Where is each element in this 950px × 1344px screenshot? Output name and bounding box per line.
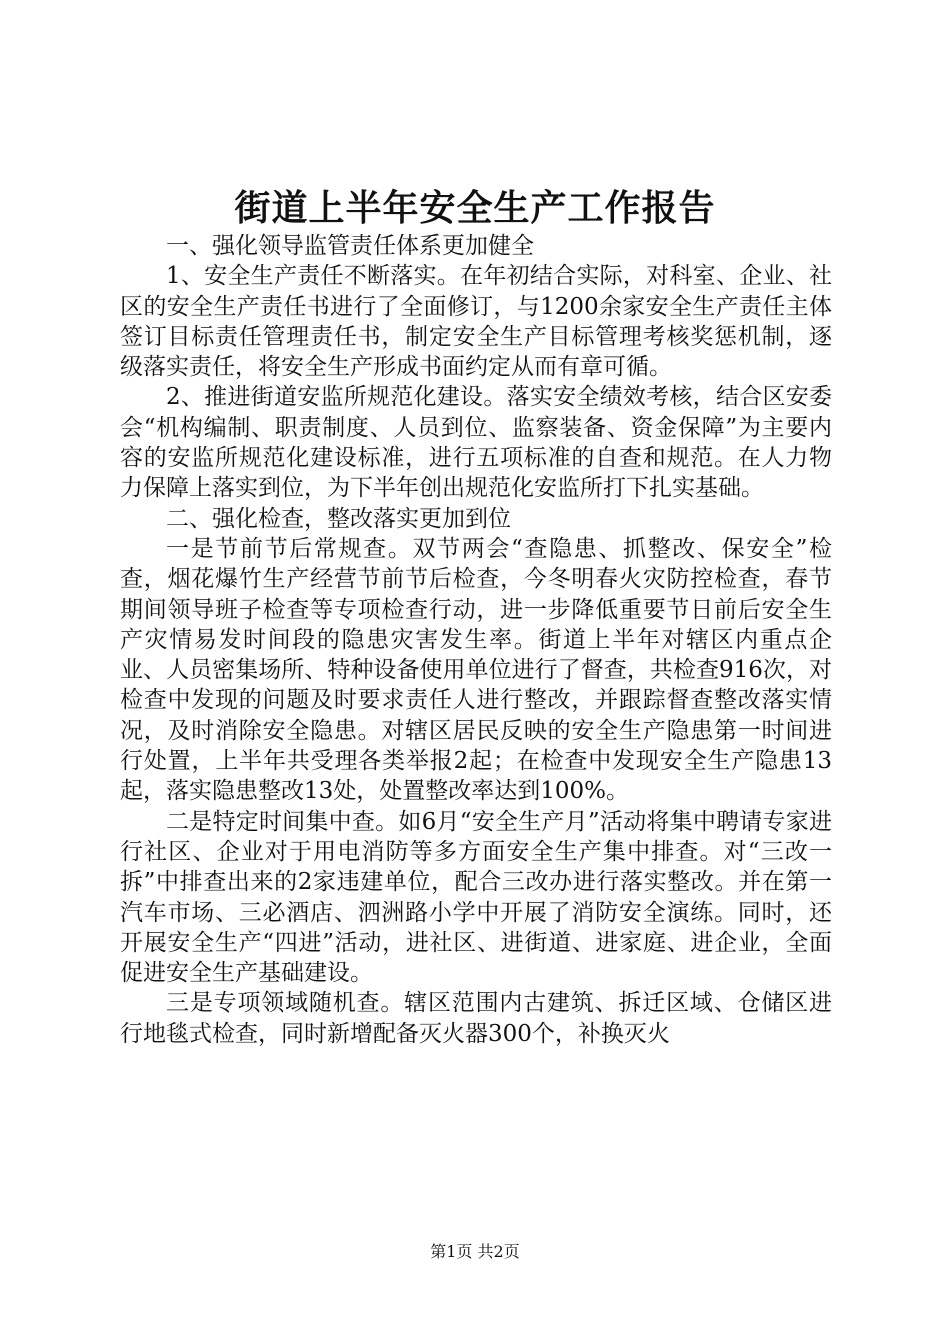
paragraph-focused-inspection: 二是特定时间集中查。如6月“安全生产月”活动将集中聘请专家进行社区、企业对于用电消防等多方面安全生产集中排查。对“三改一拆”中排查出来的2家违建单位，配合三改办进行落实整改。并在第一汽车市场、三必酒店、泗洲路小学中开展了消防安全演练。同时，还开展安全生产“四进”活动，进社区、进街道、进家庭、进企业，全面促进安全生产基础建设。 [120, 808, 832, 987]
document-body [120, 231, 832, 1049]
paragraph-random-inspection: 三是专项领域随机查。辖区范围内古建筑、拆迁区域、仓储区进行地毯式检查，同时新增配备灭火器300个，补换灭火 [120, 990, 832, 1047]
paragraph-routine-inspection: 一是节前节后常规查。双节两会“查隐患、抓整改、保安全”检查，烟花爆竹生产经营节前节后检查，今冬明春火灾防控检查，春节期间领导班子检查等专项检查行动，进一步降低重要节日前后安全生产灾情易发时间段的隐患灾害发生率。街道上半年对辖区内重点企业、人员密集场所、特种设备使用单位进行了督查，共检查916次，对检查中发现的问题及时要求责任人进行整改，并跟踪督查整改落实情况，及时消除安全隐患。对辖区居民反映的安全生产隐患第一时间进行处置，上半年共受理各类举报2起；在检查中发现安全生产隐患13起，落实隐患整改13处，处置整改率达到100%。 [120, 535, 832, 805]
paragraph-responsibility: 1、安全生产责任不断落实。在年初结合实际，对科室、企业、社区的安全生产责任书进行了全面修订，与1200余家安全生产责任主体签订目标责任管理责任书，制定安全生产目标管理考核奖惩机制，逐级落实责任，将安全生产形成书面约定从而有章可循。 [120, 263, 832, 381]
page-footer: 第1页 共2页 [430, 1242, 520, 1261]
paragraph-standardization: 2、推进街道安监所规范化建设。落实安全绩效考核，结合区安委会“机构编制、职责制度、人员到位、监察装备、资金保障”为主要内容的安监所规范化建设标准，进行五项标准的自查和规范。在人力物力保障上落实到位，为下半年创出规范化安监所打下扎实基础。 [120, 384, 832, 502]
section-heading-2: 二、强化检查，整改落实更加到位 [166, 505, 511, 532]
section-heading-1: 一、强化领导监管责任体系更加健全 [166, 233, 534, 259]
document-title: 街道上半年安全生产工作报告 [234, 187, 716, 229]
